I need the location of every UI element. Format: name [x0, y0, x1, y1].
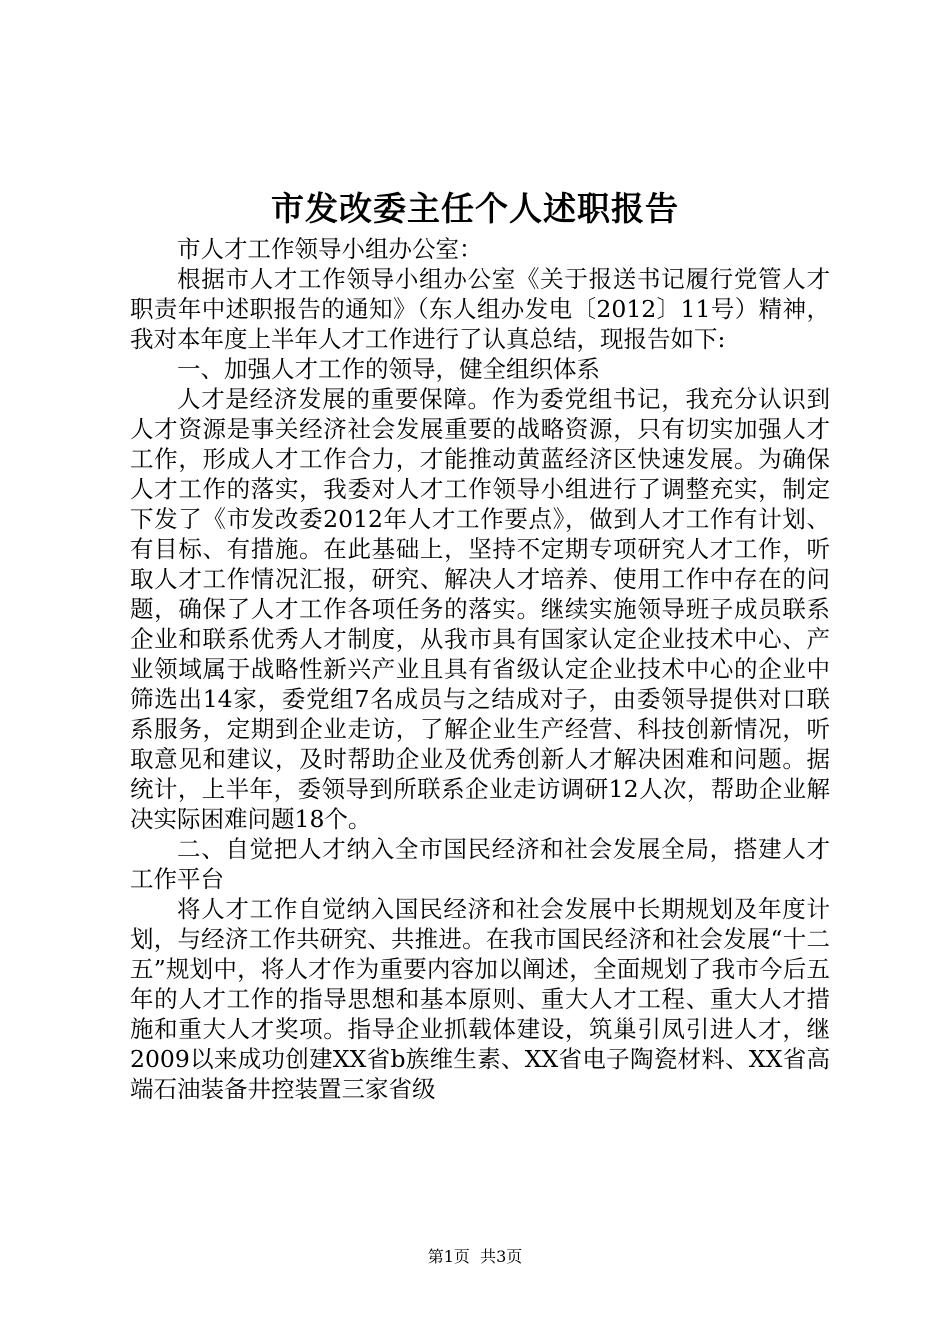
page-total: 共3页 — [480, 1247, 523, 1266]
document-title: 市发改委主任个人述职报告 — [271, 189, 679, 228]
salutation-paragraph: 市人才工作领导小组办公室： — [177, 235, 483, 263]
section-2-paragraph: 将人才工作自觉纳入国民经济和社会发展中长期规划及年度计划，与经济工作共研究、共推进。在我市国民经济和社会发展“十二五”规划中，将人才作为重要内容加以阐述，全面规划了我市今后五年的人才工作的指导思想和基本原则、重大人才工程、重大人才措施和重大人才奖项。指导企业抓载体建设，筑巢引凤引进人才，继2009以来成功创建XX省b族维生素、XX省电子陶瓷材料、XX省高端石油装备井控装置三家省级 — [130, 895, 830, 1103]
page-number: 第1页 — [427, 1247, 470, 1266]
section-heading-2: 二、自觉把人才纳入全市国民经济和社会发展全局，搭建人才工作平台 — [130, 835, 830, 893]
section-heading-1: 一、加强人才工作的领导，健全组织体系 — [177, 355, 600, 383]
section-1-paragraph: 人才是经济发展的重要保障。作为委党组书记，我充分认识到人才资源是事关经济社会发展重要的战略资源，只有切实加强人才工作，形成人才工作合力，才能推动黄蓝经济区快速发展。为确保人才工作的落实，我委对人才工作领导小组进行了调整充实，制定下发了《市发改委2012年人才工作要点》，做到人才工作有计划、有目标、有措施。在此基础上，坚持不定期专项研究人才工作，听取人才工作情况汇报，研究、解决人才培养、使用工作中存在的问题，确保了人才工作各项任务的落实。继续实施领导班子成员联系企业和联系优秀人才制度，从我市具有国家认定企业技术中心、产业领域属于战略性新兴产业且具有省级认定企业技术中心的企业中筛选出14家，委党组7名成员与之结成对子，由委领导提供对口联系服务，定期到企业走访，了解企业生产经营、科技创新情况，听取意见和建议，及时帮助企业及优秀创新人才解决困难和问题。据统计，上半年，委领导到所联系企业走访调研12人次，帮助企业解决实际困难问题18个。 — [130, 385, 830, 833]
intro-paragraph: 根据市人才工作领导小组办公室《关于报送书记履行党管人才职责年中述职报告的通知》（东人组办发电〔2012〕11号）精神，我对本年度上半年人才工作进行了认真总结，现报告如下: — [130, 265, 830, 353]
document-body — [130, 234, 830, 1104]
page-footer — [0, 1247, 950, 1267]
